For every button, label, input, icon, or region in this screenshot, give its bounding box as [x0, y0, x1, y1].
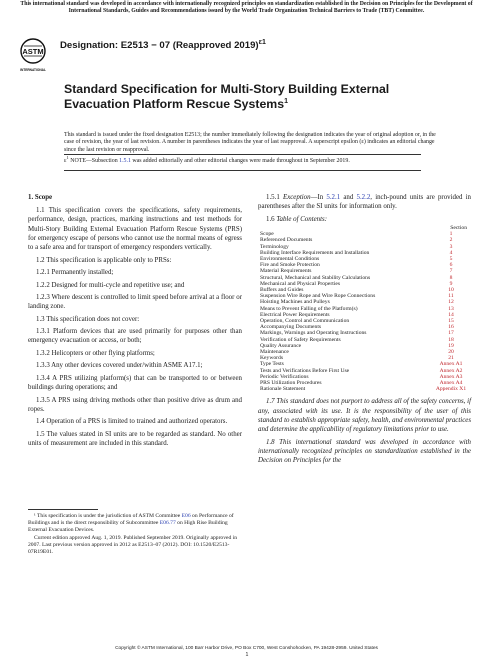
toc-section-link[interactable]: 17 — [448, 330, 454, 337]
toc-title: Periodic Verifications — [260, 373, 309, 380]
toc-section-link[interactable]: 9 — [449, 280, 453, 287]
toc-section-link[interactable]: 19 — [448, 342, 454, 349]
toc-section-link[interactable]: 15 — [448, 317, 454, 324]
toc-section-link[interactable]: Annex A3 — [439, 373, 463, 380]
toc-title: PRS Utilization Procedures — [260, 379, 322, 386]
toc-section-link[interactable]: 5 — [449, 255, 453, 262]
para-1-2-1: 1.2.1 Permanently installed; — [36, 269, 114, 277]
note-after: was added editorially and other editorial changes were made throughout in September 2019. — [130, 158, 350, 164]
toc-title: Hoisting Machines and Pulleys — [260, 299, 330, 306]
toc-section-link[interactable]: 8 — [449, 274, 453, 281]
toc-title: Maintenance — [260, 348, 289, 355]
toc-section-link[interactable]: 13 — [448, 305, 454, 312]
para-1-2: 1.2 This specification is applicable only to PRSs: — [36, 256, 172, 264]
toc-title: Buffers and Guides — [260, 286, 304, 293]
toc-title: Electrical Power Requirements — [260, 311, 330, 318]
toc-section-link[interactable]: 6 — [449, 262, 453, 269]
footnote-1-a: ¹ This specification is under the jurisdiction of ASTM Committee — [34, 513, 182, 519]
toc-section-link[interactable]: 3 — [449, 243, 453, 250]
toc-section-link[interactable]: 1 — [449, 231, 453, 238]
toc-section-header: Section — [450, 224, 467, 231]
left-column — [28, 193, 242, 452]
para-1-3-5: 1.3.5 A PRS using driving methods other than positive drive as drum and ropes. — [28, 396, 242, 413]
toc-title: Markings, Warnings and Operating Instructions — [260, 330, 367, 337]
note-link[interactable]: 1.5.1 — [119, 158, 131, 164]
footnote-rule — [28, 509, 98, 510]
para-1-7: 1.7 This standard does not purport to address all of the safety concerns, if any, associated with its use. It is the responsibility of the user of this standard to establish appropriate safety, health, and environmental practices and determine the applicability of regulatory limitations prior to use. — [258, 398, 471, 433]
note-before: NOTE—Subsection — [68, 158, 120, 164]
toc-section-link[interactable]: Appendix X1 — [435, 386, 467, 393]
footnote-1-c: on High Rise Building External Evacuation Devices. — [28, 520, 228, 533]
toc-title: Accompanying Documents — [260, 324, 322, 331]
para-1-5-1-c: , inch-pound units are provided in parentheses after the SI units for information only. — [258, 194, 472, 211]
right-column — [258, 193, 471, 468]
para-1-3: 1.3 This specification does not cover: — [36, 315, 140, 323]
toc-section-link[interactable]: 11 — [448, 293, 454, 300]
toc-title: Type Tests — [260, 361, 284, 368]
section-heading: 1. Scope — [28, 194, 53, 201]
toc-section-link[interactable]: 16 — [448, 324, 454, 331]
para-1-3-4: 1.3.4 A PRS utilizing platform(s) that can be transported to or between buildings during operations; and — [28, 374, 242, 392]
toc-section-link[interactable]: 20 — [448, 348, 454, 355]
toc-section-link[interactable]: 21 — [448, 355, 454, 362]
toc-title: Verification of Safety Requirements — [260, 336, 341, 343]
designation — [60, 40, 266, 51]
page-title — [64, 82, 444, 111]
toc-section-link[interactable]: 10 — [448, 286, 454, 293]
toc-title: Structural, Mechanical and Stability Calculations — [260, 274, 371, 281]
toc-title: Means to Prevent Falling of the Platform(s) — [260, 305, 358, 312]
toc-section-link[interactable]: 4 — [449, 249, 453, 256]
toc-title: Operation, Control and Communication — [260, 317, 350, 324]
exception-label: Exception — [282, 194, 311, 201]
para-1-5-1 — [258, 193, 471, 211]
title-text: Standard Specification for Multi-Story Building External Evacuation Platform Rescue Systems — [64, 82, 390, 111]
intl-notice: This international standard was developed in accordance with internationally recognized principles on standardization established in the Decision on Principles for the Development of International Standards, Guides and Recommendations issued by the World Trade Organization Technical Barriers to Trade (TBT) Committee. — [20, 1, 473, 14]
toc-section-link[interactable]: 18 — [448, 336, 454, 343]
note-bottom-rule — [64, 170, 421, 171]
para-1-6 — [258, 215, 471, 224]
committee-link[interactable]: E06 — [181, 513, 191, 519]
toc-title: Rationale Statement — [260, 386, 306, 393]
toc-section-link[interactable]: 12 — [448, 299, 454, 306]
para-1-5-1-num: 1.5.1 — [266, 194, 283, 201]
subcommittee-link[interactable]: E06.77 — [159, 520, 176, 526]
link-5-2-1[interactable]: 5.2.1 — [326, 194, 341, 201]
para-1-3-1: 1.3.1 Platform devices that are used primarily for purposes other than emergency evacuation or access, or both; — [28, 328, 242, 345]
toc-section-link[interactable]: 7 — [449, 268, 453, 275]
toc-title: Tests and Verifications Before First Use — [260, 367, 350, 374]
table-of-contents — [258, 225, 471, 392]
para-1-6-num: 1.6 — [266, 215, 277, 223]
para-1-2-3: 1.2.3 Where descent is controlled to limit speed before arrival at a floor or landing zone. — [28, 294, 242, 311]
toc-title: Referenced Documents — [260, 237, 313, 244]
para-1-3-3: 1.3.3 Any other devices covered under/within ASME A17.1; — [36, 362, 203, 370]
toc-row — [258, 386, 471, 392]
para-1-3-2: 1.3.2 Helicopters or other flying platforms; — [36, 349, 155, 357]
page-number: 1 — [245, 652, 249, 658]
toc-title: Building Interface Requirements and Installation — [260, 249, 370, 256]
note-top-rule — [64, 154, 421, 155]
toc-section-link[interactable]: Annex A1 — [439, 361, 463, 368]
astm-logo-icon — [19, 38, 47, 76]
toc-title: Environmental Conditions — [260, 255, 320, 262]
footnote-2: Current edition approved Aug. 1, 2019. Published September 2019. Originally approved in 2007. Last previous version approved in 2012 as E2513–07 (2012). DOI: 10.1520/E2513-07R19E01. — [28, 535, 238, 555]
footnote-1 — [28, 513, 242, 534]
toc-section-link[interactable]: 14 — [448, 311, 454, 318]
para-1-5: 1.5 The values stated in SI units are to be regarded as standard. No other units of measurement are included in this standard. — [28, 430, 242, 448]
toc-title: Quality Assurance — [260, 342, 302, 349]
para-1-5-1-a: —In — [310, 194, 327, 201]
para-1-4: 1.4 Operation of a PRS is limited to trained and authorized operators. — [36, 418, 228, 426]
logo-text: ASTM — [22, 47, 44, 56]
toc-title: Terminology — [260, 243, 289, 250]
title-footnote-ref: 1 — [284, 97, 288, 105]
issued-statement: This standard is issued under the fixed designation E2513; the number immediately following the designation indicates the year of original adoption or, in the case of revision, the year of last revision. A number in parentheses indicates the year of last reapproval. A superscript epsilon (ε) indicates an editorial change since the last revision or reapproval. — [64, 132, 436, 153]
toc-title: Keywords — [260, 355, 283, 362]
logo-subtext: INTERNATIONAL — [20, 68, 46, 72]
para-1-8: 1.8 This international standard was developed in accordance with internationally recognized principles on standardization established in the Decision on Principles for the — [258, 438, 471, 464]
toc-section-link[interactable]: Annex A2 — [439, 367, 463, 374]
editorial-note — [64, 155, 442, 165]
toc-title: Scope — [260, 231, 274, 238]
para-1-2-2: 1.2.2 Designed for multi-cycle and repetitive use; and — [36, 281, 185, 289]
toc-title: Fire and Smoke Protection — [260, 262, 320, 269]
toc-section-link[interactable]: 2 — [449, 237, 453, 244]
designation-epsilon: ε1 — [258, 38, 266, 46]
footnotes — [28, 513, 242, 557]
toc-title: Material Requirements — [260, 268, 312, 275]
toc-section-link[interactable]: Annex A4 — [439, 379, 463, 386]
designation-label: Designation: E2513 − 07 (Reapproved 2019) — [60, 40, 259, 51]
toc-label: Table of Contents: — [276, 215, 328, 223]
para-1-5-1-b: and — [340, 194, 357, 201]
toc-title: Suspension Wire Rope and Wire Rope Connections — [260, 293, 376, 300]
note-sup: 1 — [66, 155, 69, 161]
footnote-1-b: on Performance of Buildings and is the direct responsibility of Subcommittee — [28, 513, 234, 526]
link-5-2-2[interactable]: 5.2.2 — [356, 194, 371, 201]
para-1-1: 1.1 This specification covers the specifications, safety requirements, performance, design, practices, marking instructions and test methods for Multi-Story Building External Evacuation Platform Rescue Systems (PRS) for emergency escape of persons who cannot use the normal means of egress to a safe area and for transport of emergency responders vertically. — [28, 207, 242, 252]
copyright-footer: Copyright © ASTM International, 100 Barr Harbor Drive, PO Box C700, West Conshohocken, PA 19428-2959. United States — [115, 646, 378, 651]
toc-title: Mechanical and Physical Properties — [260, 280, 340, 287]
toc-rows — [258, 231, 471, 392]
note-epsilon: ε — [64, 158, 67, 164]
